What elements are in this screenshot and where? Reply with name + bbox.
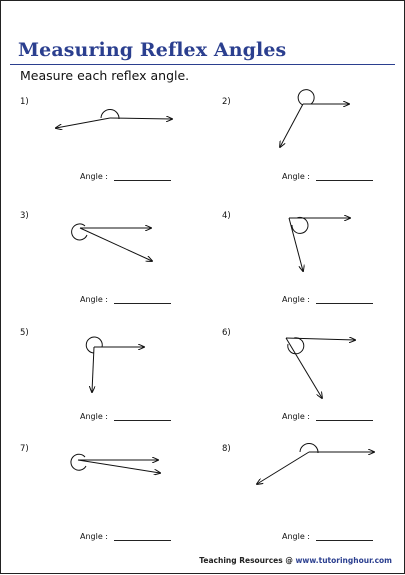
angle-figure-4 bbox=[289, 217, 350, 271]
answer-label: Angle : bbox=[80, 532, 109, 541]
problem-number-4: 4) bbox=[222, 211, 231, 221]
footer-credit bbox=[199, 556, 392, 565]
answer-field-8[interactable] bbox=[282, 531, 373, 541]
title-divider bbox=[10, 64, 395, 65]
problem-number-1: 1) bbox=[20, 97, 29, 107]
answer-blank[interactable] bbox=[114, 531, 171, 541]
answer-blank[interactable] bbox=[316, 171, 373, 181]
angle-figure-7 bbox=[71, 454, 160, 473]
answer-blank[interactable] bbox=[316, 531, 373, 541]
answer-label: Angle : bbox=[282, 532, 311, 541]
answer-label: Angle : bbox=[80, 295, 109, 304]
answer-blank[interactable] bbox=[114, 171, 171, 181]
answer-blank[interactable] bbox=[114, 294, 171, 304]
answer-field-3[interactable] bbox=[80, 294, 171, 304]
answer-label: Angle : bbox=[80, 172, 109, 181]
angle-figure-2 bbox=[280, 90, 349, 147]
answer-label: Angle : bbox=[282, 412, 311, 421]
answer-field-7[interactable] bbox=[80, 531, 171, 541]
angle-figure-5 bbox=[86, 337, 144, 392]
angle-figure-6 bbox=[286, 338, 355, 398]
answer-field-4[interactable] bbox=[282, 294, 373, 304]
answer-field-2[interactable] bbox=[282, 171, 373, 181]
answer-label: Angle : bbox=[80, 412, 109, 421]
answer-blank[interactable] bbox=[316, 294, 373, 304]
problem-number-2: 2) bbox=[222, 97, 231, 107]
problem-number-8: 8) bbox=[222, 444, 231, 454]
footer-url-link[interactable]: www.tutoringhour.com bbox=[295, 556, 392, 565]
answer-blank[interactable] bbox=[114, 411, 171, 421]
angle-figures bbox=[1, 1, 405, 575]
answer-field-5[interactable] bbox=[80, 411, 171, 421]
instruction-text: Measure each reflex angle. bbox=[20, 68, 190, 83]
answer-label: Angle : bbox=[282, 172, 311, 181]
problem-number-3: 3) bbox=[20, 211, 29, 221]
answer-field-1[interactable] bbox=[80, 171, 171, 181]
answer-blank[interactable] bbox=[316, 411, 373, 421]
page-title: Measuring Reflex Angles bbox=[18, 39, 287, 61]
angle-figure-8 bbox=[257, 443, 374, 484]
answer-field-6[interactable] bbox=[282, 411, 373, 421]
angle-figure-3 bbox=[72, 224, 152, 261]
problem-number-6: 6) bbox=[222, 328, 231, 338]
angle-figure-1 bbox=[56, 109, 172, 128]
problem-number-5: 5) bbox=[20, 328, 29, 338]
footer-prefix: Teaching Resources @ bbox=[199, 556, 293, 565]
problem-number-7: 7) bbox=[20, 444, 29, 454]
answer-label: Angle : bbox=[282, 295, 311, 304]
